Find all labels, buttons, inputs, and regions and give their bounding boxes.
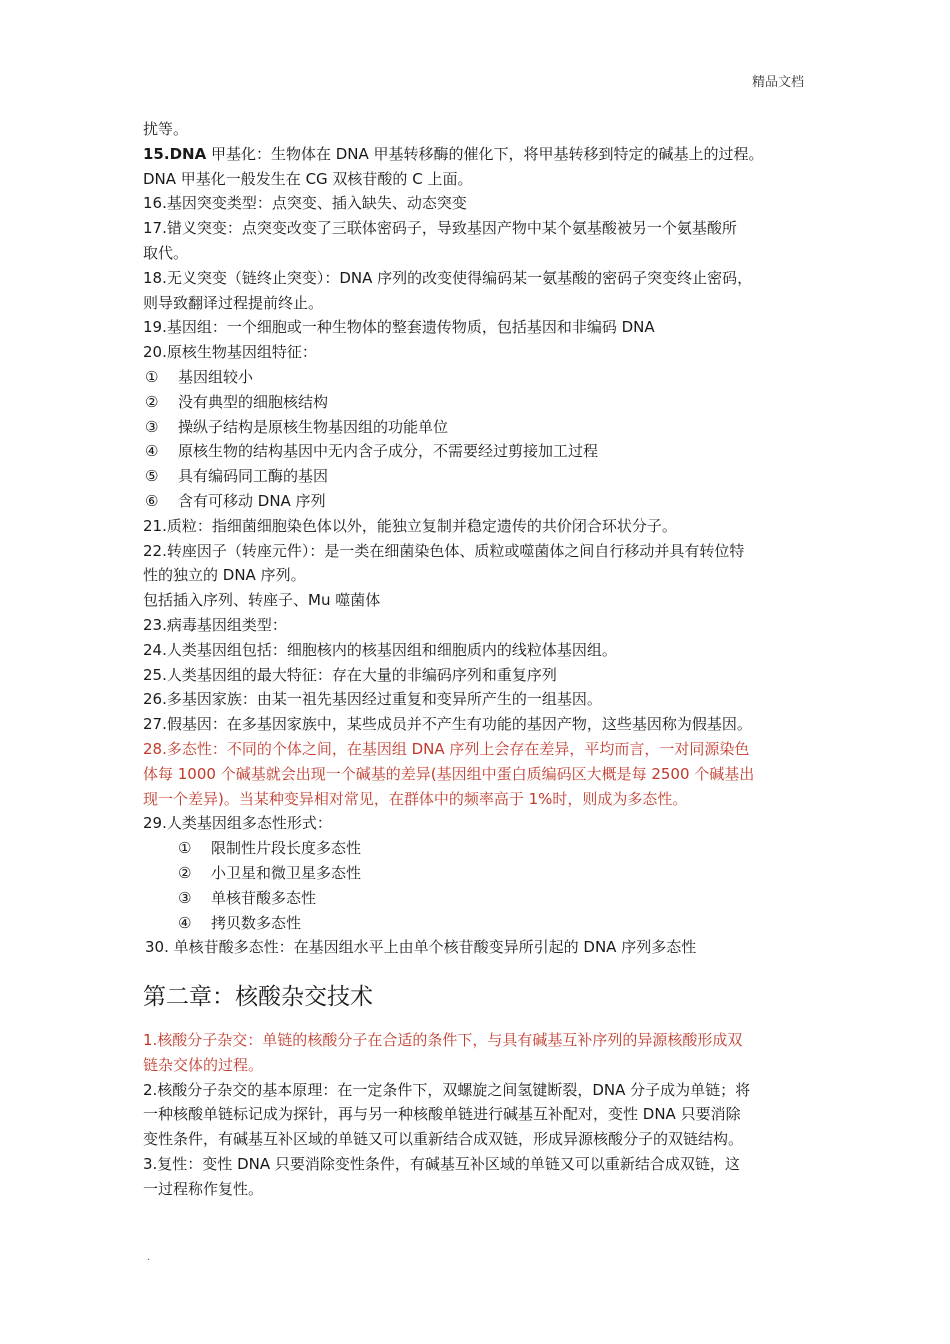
text-line: 18.无义突变（链终止突变）：DNA 序列的改变使得编码某一氨基酸的密码子突变终止密码， [143, 268, 753, 287]
list-marker: ③ [145, 417, 159, 436]
text-line: 变性条件，有碱基互补区域的单链又可以重新结合成双链，形成异源核酸分子的双链结构。 [143, 1130, 744, 1149]
list-item [143, 365, 808, 390]
list-marker: ④ [178, 913, 192, 932]
text-line: 25.人类基因组的最大特征：存在大量的非编码序列和重复序列 [143, 665, 557, 684]
list-item [143, 836, 808, 861]
text-line: 23.病毒基因组类型： [143, 615, 287, 634]
list-item [143, 464, 808, 489]
text-line: 21.质粒：指细菌细胞染色体以外，能独立复制并稳定遗传的共价闭合环状分子。 [143, 516, 677, 535]
highlight-line: 28.多态性：不同的个体之间，在基因组 DNA 序列上会存在差异，平均而言，一对同源染色 [143, 739, 750, 758]
list-item [143, 439, 808, 464]
list-item-text: 基因组较小 [178, 367, 254, 386]
text-line: 取代。 [143, 243, 189, 262]
text-line: 一种核酸单链标记成为探针，再与另一种核酸单链进行碱基互补配对，变性 DNA 只要消除 [143, 1105, 741, 1124]
list-marker: ⑤ [145, 467, 159, 486]
text-line: 24.人类基因组包括：细胞核内的核基因组和细胞质内的线粒体基因组。 [143, 640, 617, 659]
list-item-text: 小卫星和微卫星多态性 [211, 863, 362, 882]
text-line: 19.基因组：一个细胞或一种生物体的整套遗传物质，包括基因和非编码 DNA [143, 318, 655, 337]
text-line: 3.复性：变性 DNA 只要消除变性条件，有碱基互补区域的单链又可以重新结合成双链，这 [143, 1155, 740, 1174]
list-marker: ② [145, 392, 159, 411]
highlight-line: 现一个差异)。当某种变异相对常见，在群体中的频率高于 1%时，则成为多态性。 [143, 789, 688, 808]
text-line: 2.核酸分子杂交的基本原理：在一定条件下，双螺旋之间氢键断裂，DNA 分子成为单链；将 [143, 1080, 751, 1099]
text-line: 27.假基因：在多基因家族中，某些成员并不产生有功能的基因产物，这些基因称为假基因。 [143, 715, 752, 734]
text-line: 30. 单核苷酸多态性：在基因组水平上由单个核苷酸变异所引起的 DNA 序列多态性 [145, 938, 697, 957]
term-definition: 甲基化：生物体在 DNA 甲基转移酶的催化下，将甲基转移到特定的碱基上的过程。 [206, 144, 764, 163]
list-item [143, 886, 808, 911]
highlight-line: 链杂交体的过程。 [143, 1055, 264, 1074]
text-line: DNA 甲基化一般发生在 CG 双核苷酸的 C 上面。 [143, 169, 473, 188]
list-item [143, 861, 808, 886]
list-item-text: 没有典型的细胞核结构 [178, 392, 329, 411]
list-item-text: 限制性片段长度多态性 [211, 839, 362, 858]
text-line: 性的独立的 DNA 序列。 [143, 566, 306, 585]
text-line: 扰等。 [143, 120, 189, 138]
highlight-line: 体每 1000 个碱基就会出现一个碱基的差异(基因组中蛋白质编码区大概是每 2500 个碱基出 [143, 764, 755, 783]
text-line [143, 142, 808, 167]
document-body [143, 117, 808, 1202]
list-item-text: 单核苷酸多态性 [211, 888, 317, 907]
text-line: 26.多基因家族：由某一祖先基因经过重复和变异所产生的一组基因。 [143, 690, 602, 709]
term-number: 15.DNA [143, 144, 207, 163]
text-line: 22.转座因子（转座元件）：是一类在细菌染色体、质粒或噬菌体之间自行移动并具有转位特 [143, 541, 745, 560]
text-line: 则导致翻译过程提前终止。 [143, 293, 324, 312]
list-marker: ④ [145, 442, 159, 461]
text-line: 29.人类基因组多态性形式： [143, 814, 332, 833]
text-line: 16.基因突变类型：点突变、插入缺失、动态突变 [143, 194, 467, 213]
list-item [143, 911, 808, 936]
list-item [143, 390, 808, 415]
list-marker: ① [178, 839, 192, 858]
list-marker: ⑥ [145, 491, 159, 510]
text-line: 包括插入序列、转座子、Mu 噬菌体 [143, 591, 381, 610]
list-item-text: 具有编码同工酶的基因 [178, 467, 329, 486]
list-item-text: 含有可移动 DNA 序列 [178, 491, 326, 510]
highlight-line: 1.核酸分子杂交：单链的核酸分子在合适的条件下，与具有碱基互补序列的异源核酸形成双 [143, 1031, 743, 1050]
text-line: 20.原核生物基因组特征： [143, 343, 317, 362]
list-item-text: 拷贝数多态性 [211, 913, 302, 932]
list-item-text: 操纵子结构是原核生物基因组的功能单位 [178, 417, 449, 436]
list-marker: ① [145, 367, 159, 386]
list-marker: ② [178, 863, 192, 882]
page-header-label: 精品文档 [751, 75, 804, 90]
chapter-heading: 第二章：核酸杂交技术 [143, 984, 373, 1011]
list-item-text: 原核生物的结构基因中无内含子成分，不需要经过剪接加工过程 [178, 442, 599, 461]
list-marker: ③ [178, 888, 192, 907]
text-line: 17.错义突变：点突变改变了三联体密码子，导致基因产物中某个氨基酸被另一个氨基酸所 [143, 219, 737, 238]
footer-mark: . [147, 1252, 151, 1263]
list-item [143, 415, 808, 440]
list-item [143, 489, 808, 514]
text-line: 一过程称作复性。 [143, 1179, 264, 1198]
